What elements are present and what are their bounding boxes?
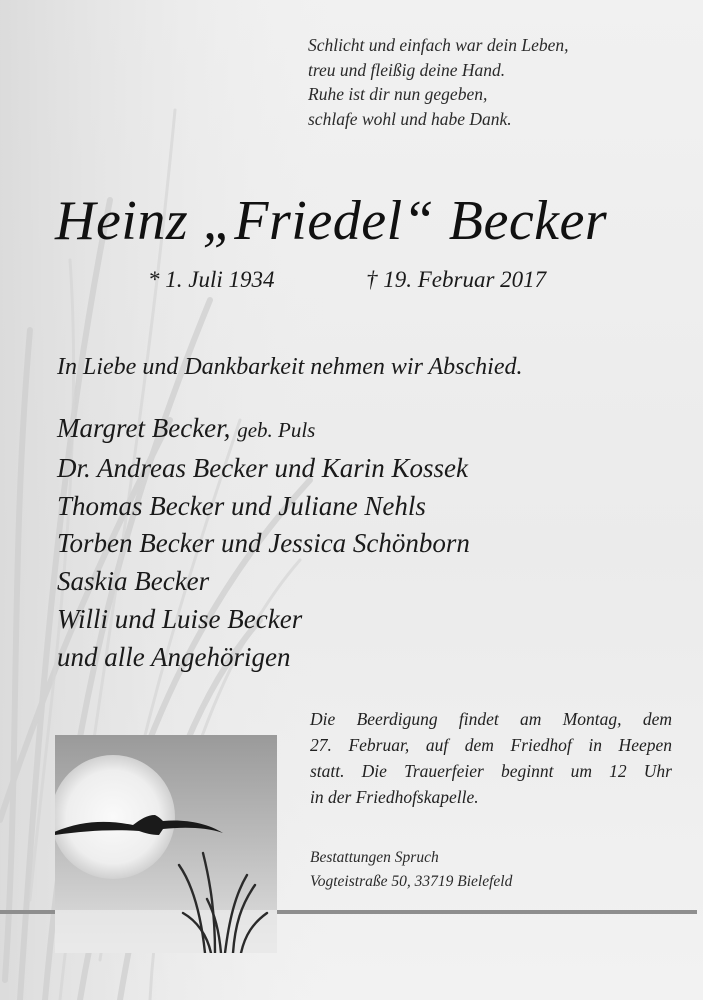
farewell-text: In Liebe und Dankbarkeit nehmen wir Abschied. — [57, 354, 523, 380]
funeral-line: in der Friedhofskapelle. — [310, 787, 479, 807]
divider-line-left — [0, 910, 55, 914]
death-date: † 19. Februar 2017 — [366, 267, 547, 292]
mourners-list — [57, 410, 470, 677]
mourner-line: Dr. Andreas Becker und Karin Kossek — [57, 452, 468, 483]
mourner-line — [57, 410, 470, 450]
birth-date: * 1. Juli 1934 — [148, 267, 275, 292]
undertaker-name: Bestattungen Spruch — [310, 849, 439, 866]
maiden-name: geb. Puls — [237, 418, 316, 442]
mourner-line: Saskia Becker — [57, 566, 210, 597]
mourner-name: Margret Becker, — [57, 413, 231, 443]
poem-line: treu und fleißig deine Hand. — [308, 59, 506, 80]
poem-line: Schlicht und einfach war dein Leben, — [308, 35, 569, 55]
funeral-notice — [310, 706, 672, 810]
mourner-line: Willi und Luise Becker — [57, 603, 303, 634]
mourner-line: Torben Becker und Jessica Schönborn — [57, 528, 470, 559]
undertaker-address: Vogteistraße 50, 33719 Bielefeld — [310, 873, 513, 890]
bird-flying-over-sun-and-grass-icon — [55, 735, 277, 953]
mourner-line: Thomas Becker und Juliane Nehls — [57, 490, 426, 521]
funeral-line: 27. Februar, auf dem Friedhof in Heepen — [310, 735, 672, 755]
funeral-line: Die Beerdigung findet am Montag, dem — [310, 709, 672, 729]
undertaker-info — [310, 846, 512, 894]
funeral-line: statt. Die Trauerfeier beginnt um 12 Uhr — [310, 761, 672, 781]
divider-line-right — [277, 910, 697, 914]
deceased-name: Heinz „Friedel“ Becker — [55, 190, 608, 252]
poem-line: schlafe wohl und habe Dank. — [308, 108, 512, 129]
poem-line: Ruhe ist dir nun gegeben, — [308, 84, 488, 105]
poem — [308, 33, 569, 131]
mourner-line: und alle Angehörigen — [57, 641, 291, 672]
